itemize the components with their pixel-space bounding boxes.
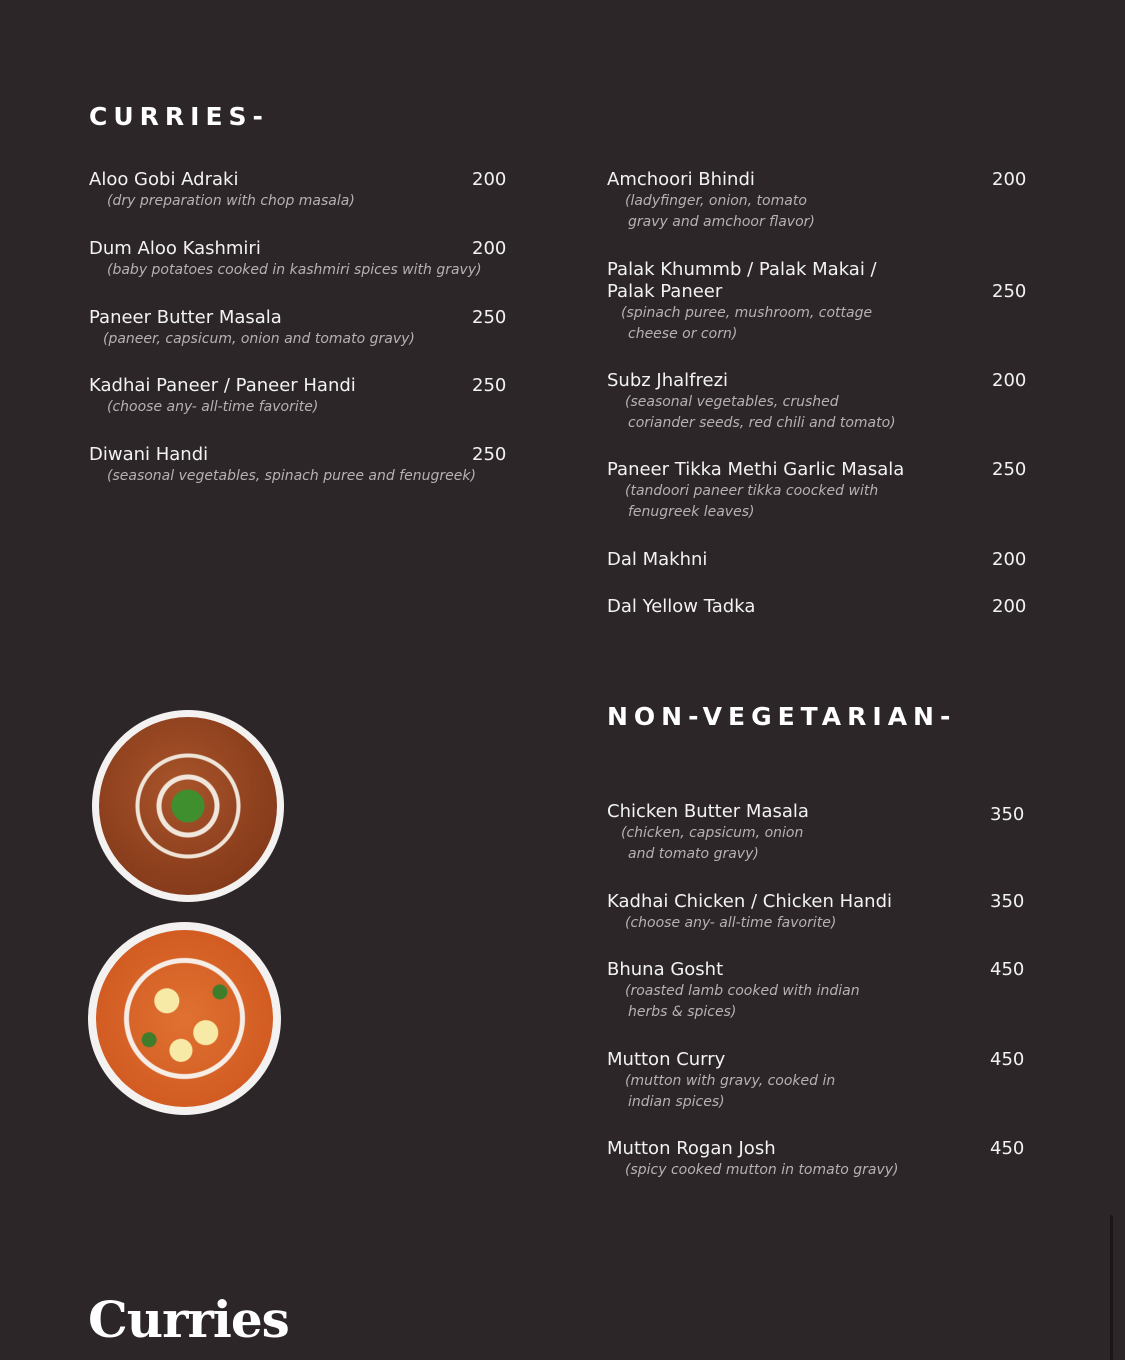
- item-description: coriander seeds, red chili and tomato): [628, 415, 896, 431]
- item-price: 200: [472, 238, 507, 259]
- item-description: (tandoori paneer tikka coocked with: [625, 483, 879, 499]
- menu-item: [607, 259, 1027, 345]
- dish-food: [96, 930, 273, 1107]
- item-description: indian spices): [628, 1094, 725, 1110]
- item-description: and tomato gravy): [628, 846, 759, 862]
- item-description: gravy and amchoor flavor): [628, 214, 815, 230]
- item-name: Amchoori Bhindi: [607, 169, 755, 190]
- menu-item: [607, 891, 1025, 934]
- item-price: 200: [472, 169, 507, 190]
- item-description: (spinach puree, mushroom, cottage: [621, 305, 873, 321]
- item-description: fenugreek leaves): [628, 504, 755, 520]
- non-vegetarian-heading: NON-VEGETARIAN-: [607, 702, 957, 731]
- item-price: 250: [472, 375, 507, 396]
- item-description: (chicken, capsicum, onion: [621, 825, 804, 841]
- item-description: (baby potatoes cooked in kashmiri spices with gravy): [107, 262, 482, 278]
- item-description: (choose any- all-time favorite): [625, 915, 837, 931]
- item-price: 250: [992, 281, 1027, 302]
- menu-item: [607, 959, 1025, 1023]
- menu-item: [607, 1049, 1025, 1113]
- scrollbar[interactable]: [1110, 1215, 1113, 1360]
- menu-item: [89, 307, 507, 350]
- item-name: Diwani Handi: [89, 444, 209, 465]
- item-description: herbs & spices): [628, 1004, 737, 1020]
- item-name: Palak Paneer: [607, 281, 723, 302]
- item-price: 250: [472, 444, 507, 465]
- item-price: 250: [992, 459, 1027, 480]
- item-description: (spicy cooked mutton in tomato gravy): [625, 1162, 899, 1178]
- menu-item: [607, 549, 1027, 571]
- menu-item: [89, 238, 507, 281]
- item-name: Dal Yellow Tadka: [607, 596, 756, 617]
- menu-item: [607, 596, 1027, 618]
- item-name: Chicken Butter Masala: [607, 801, 809, 822]
- item-description: (dry preparation with chop masala): [107, 193, 355, 209]
- item-name: Kadhai Chicken / Chicken Handi: [607, 891, 893, 912]
- item-description: (roasted lamb cooked with indian: [625, 983, 860, 999]
- item-name: Aloo Gobi Adraki: [89, 169, 239, 190]
- item-price: 450: [990, 1138, 1025, 1159]
- dal-makhni-dish-image: [92, 710, 284, 902]
- menu-item: [607, 370, 1027, 434]
- item-name: Paneer Tikka Methi Garlic Masala: [607, 459, 905, 480]
- item-description: (seasonal vegetables, spinach puree and fenugreek): [107, 468, 476, 484]
- item-name: Subz Jhalfrezi: [607, 370, 729, 391]
- item-description: (ladyfinger, onion, tomato: [625, 193, 807, 209]
- item-description: (mutton with gravy, cooked in: [625, 1073, 836, 1089]
- item-name: Mutton Curry: [607, 1049, 726, 1070]
- item-name: Paneer Butter Masala: [89, 307, 282, 328]
- item-name: Palak Khummb / Palak Makai /: [607, 259, 877, 280]
- footer-title: Curries: [88, 1290, 289, 1349]
- item-price: 200: [992, 370, 1027, 391]
- item-name: Mutton Rogan Josh: [607, 1138, 776, 1159]
- item-price: 350: [990, 891, 1025, 912]
- item-price: 350: [990, 804, 1025, 825]
- item-price: 200: [992, 549, 1027, 570]
- item-name: Dum Aloo Kashmiri: [89, 238, 261, 259]
- item-price: 450: [990, 959, 1025, 980]
- item-description: (seasonal vegetables, crushed: [625, 394, 839, 410]
- item-description: (choose any- all-time favorite): [107, 399, 319, 415]
- item-name: Dal Makhni: [607, 549, 708, 570]
- menu-item: [607, 1138, 1025, 1181]
- menu-item: [607, 459, 1027, 523]
- menu-item: [89, 444, 507, 487]
- item-price: 200: [992, 596, 1027, 617]
- menu-item: [607, 169, 1027, 233]
- menu-item: [89, 169, 507, 212]
- menu-item: [607, 801, 1025, 865]
- item-price: 200: [992, 169, 1027, 190]
- paneer-butter-masala-dish-image: [88, 922, 281, 1115]
- item-description: cheese or corn): [628, 326, 738, 342]
- item-price: 450: [990, 1049, 1025, 1070]
- dish-food: [99, 717, 277, 895]
- item-name: Bhuna Gosht: [607, 959, 724, 980]
- item-description: (paneer, capsicum, onion and tomato gravy): [103, 331, 415, 347]
- item-price: 250: [472, 307, 507, 328]
- curries-heading: CURRIES-: [89, 102, 269, 131]
- menu-item: [89, 375, 507, 418]
- item-name: Kadhai Paneer / Paneer Handi: [89, 375, 356, 396]
